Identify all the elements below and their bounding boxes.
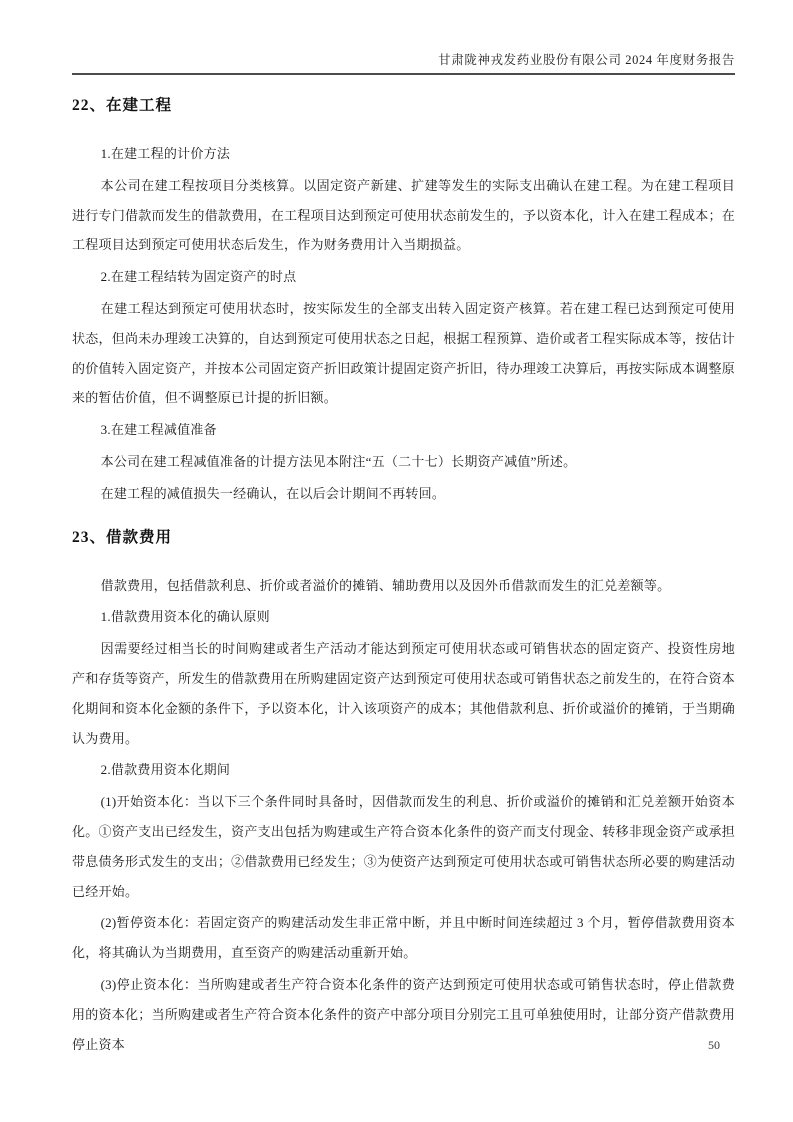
- paragraph: 1.借款费用资本化的确认原则: [100, 609, 270, 625]
- paragraph: 在建工程的减值损失一经确认，在以后会计期间不再转回。: [100, 485, 446, 501]
- report-header-title: 甘肃陇神戎发药业股份有限公司 2024 年度财务报告: [438, 53, 735, 67]
- paragraph: 2.借款费用资本化期间: [100, 762, 231, 778]
- paragraph: 2.在建工程结转为固定资产的时点: [100, 269, 297, 285]
- section-borrowing-costs: [72, 527, 735, 1060]
- paragraph: (1)开始资本化：当以下三个条件同时具备时，因借款而发生的利息、折价或溢价的摊销和汇兑差额开始资本化。①资产支出已经发生，资产支出包括为购建或生产符合资本化条件的资产而支付现金、转移非现金资产或承担带息债务形式发生的支出；②借款费用已经发生；③为使资产达到预定可使用状态或可销售状态所必要的购建活动已经开始。: [72, 794, 735, 899]
- paragraph: 3.在建工程减值准备: [100, 422, 217, 438]
- section-construction-in-progress: [72, 95, 735, 509]
- paragraph: (3)停止资本化：当所购建或者生产符合资本化条件的资产达到预定可使用状态或可销售状态时，停止借款费用的资本化；当所购建或者生产符合资本化条件的资产中部分项目分别完工且可单独使用时，让部分资产借款费用停止资本: [72, 976, 735, 1052]
- section-heading-construction-in-progress: 22、在建工程: [72, 97, 173, 114]
- paragraph: (2)暂停资本化：若固定资产的购建活动发生非正常中断，并且中断时间连续超过 3 个月，暂停借款费用资本化，将其确认为当期费用，直至资产的购建活动重新开始。: [72, 915, 735, 961]
- paragraph: 本公司在建工程减值准备的计提方法见本附注“五（二十七）长期资产减值”所述。: [100, 453, 577, 469]
- paragraph: 借款费用，包括借款利息、折价或者溢价的摊销、辅助费用以及因外币借款而发生的汇兑差额等。: [100, 577, 671, 593]
- section-heading-borrowing-costs: 23、借款费用: [72, 528, 173, 546]
- paragraph: 因需要经过相当长的时间购建或者生产活动才能达到预定可使用状态或可销售状态的固定资产、投资性房地产和存货等资产，所发生的借款费用在所购建固定资产达到预定可使用状态或可销售状态之前发生的，在符合资本化期间和资本化金额的条件下，予以资本化，计入该项资产的成本；其他借款利息、折价或溢价的摊销，于当期确认为费用。: [72, 641, 735, 746]
- paragraph: 在建工程达到预定可使用状态时，按实际发生的全部支出转入固定资产核算。若在建工程已达到预定可使用状态，但尚未办理竣工决算的，自达到预定可使用状态之日起，根据工程预算、造价或者工程实际成本等，按估计的价值转入固定资产，并按本公司固定资产折旧政策计提固定资产折旧，待办理竣工决算后，再按实际成本调整原来的暂估价值，但不调整原已计提的折旧额。: [72, 300, 735, 406]
- paragraph: 本公司在建工程按项目分类核算。以固定资产新建、扩建等发生的实际支出确认在建工程。为在建工程项目进行专门借款而发生的借款费用，在工程项目达到预定可使用状态前发生的，予以资本化，计入在建工程成本；在工程项目达到预定可使用状态后发生，作为财务费用计入当期损益。: [72, 177, 735, 253]
- page-content: [72, 95, 735, 1059]
- page-header: [72, 0, 735, 75]
- paragraph: 1.在建工程的计价方法: [100, 146, 231, 161]
- page-number: 50: [708, 1038, 720, 1052]
